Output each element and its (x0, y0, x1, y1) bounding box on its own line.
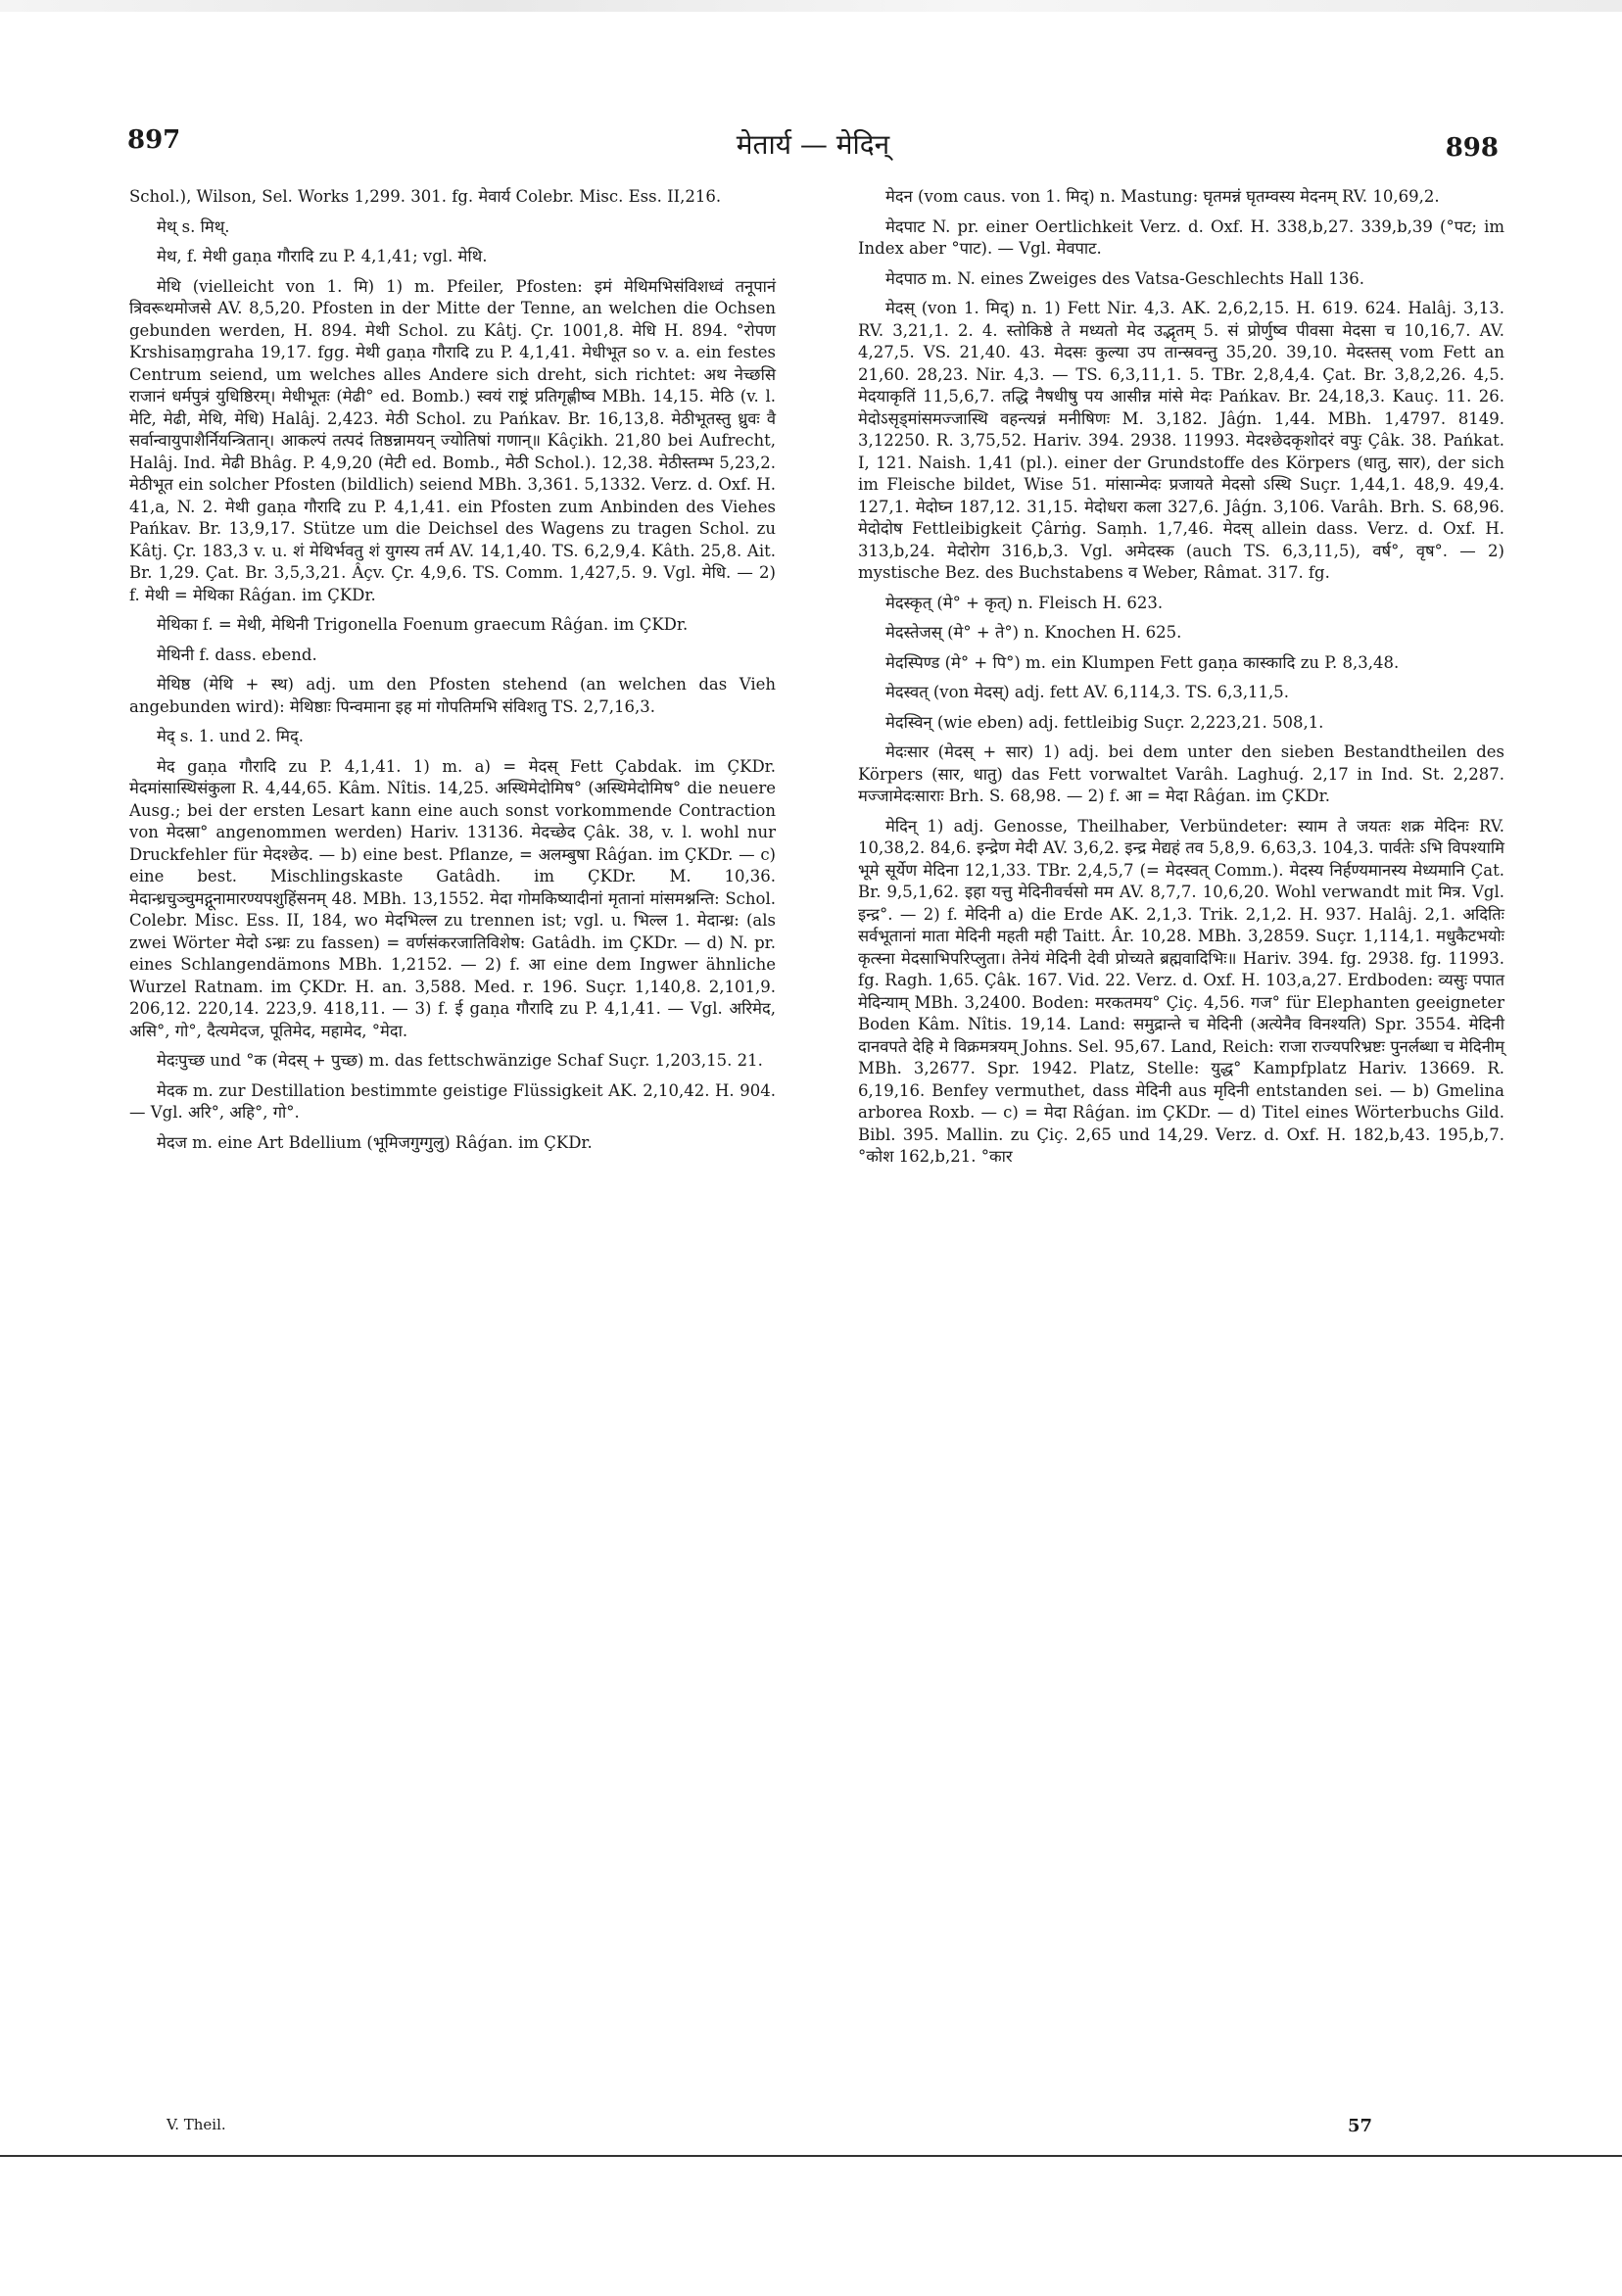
dictionary-entry: मेदक m. zur Destillation bestimmte geistige Flüssigkeit AK. 2,10,42. H. 904. — Vgl. अरि°, अहि°, गो°. (129, 1080, 776, 1122)
bottom-rule (0, 2155, 1622, 2157)
dictionary-entry: मेदस्कृत् (मे° + कृत्) n. Fleisch H. 623. (885, 593, 1164, 612)
running-title: मेतार्य — मेदिन् (736, 128, 890, 161)
scan-top-edge (0, 0, 1622, 12)
dictionary-entry: मेदस्वत् (von मेदस्) adj. fett AV. 6,114,3. TS. 6,3,11,5. (885, 683, 1290, 701)
dictionary-entry: मेदिन् 1) adj. Genosse, Theilhaber, Verbündeter: स्याम ते जयतः शक्र मेदिनः RV. 10,38,2. 84,6. इन्द्रेण मेदी AV. 3,6,2. इन्द्र मेद्यहं तव 5,8,9. 6,63,3. 104,3. पार्वतेः ऽभि विपश्यामि भूमे सूर्येण मेदिना 12,1,33. TBr. 2,4,5,7 (= मेदस्वत् Comm.). मेदस्य निर्हण्यमानस्य मेध्यमानि Çat. Br. 9,5,1,62. इहा यत्तु मेदिनीवर्चसो मम AV. 8,7,7. 10,6,20. Wohl verwandt mit मित्र. Vgl. इन्द्र°. — 2) f. मेदिनी a) die Erde AK. 2,1,3. Trik. 2,1,2. H. 937. Halâj. 2,1. अदितिः सर्वभूतानां माता मेदिनी महती मही Taitt. Âr. 10,28. MBh. 3,2859. Suçr. 1,114,1. मधुकैटभयोः कृत्स्ना मेदसाभिपरिप्लुता। तेनेयं मेदिनी देवी प्रोच्यते ब्रह्मवादिभिः॥ Hariv. 394. fg. 2938. fg. 11993. fg. Ragh. 1,65. Çâk. 167. Vid. 22. Verz. d. Oxf. H. 103,a,27. Erdboden: व्यसुः पपात मेदिन्याम् MBh. 3,2400. Boden: मरकतमय° Çiç. 4,56. गज° für Elephanten geeigneter Boden Kâm. Nîtis. 19,14. Land: समुद्रान्ते च मेदिनी (अत्येनैव विनश्यति) Spr. 3554. मेदिनी दानवपते देहि मे विक्रमत्रयम् Johns. Sel. 95,67. Land, Reich: राजा राज्यपरिभ्रष्टः पुनर्लब्धा च मेदिनीम् MBh. 3,2677. Spr. 1942. Platz, Stelle: युद्ध° Kampfplatz Hariv. 13669. R. 6,19,16. Benfey vermuthet, dass मेदिनी aus मृदिनी entstanden sei. — b) Gmelina arborea Roxb. — c) = मेदा Râǵan. im ÇKDr. — d) Titel eines Wörterbuchs Gild. Bibl. 395. Mallin. zu Çiç. 2,65 und 14,29. Verz. d. Oxf. H. 182,b,43. 195,b,7. °कोश 162,b,21. °कार (858, 816, 1504, 1166)
dictionary-entry: मेदस्तेजस् (मे° + ते°) n. Knochen H. 625. (885, 623, 1182, 642)
right-page-number: 898 (1445, 133, 1499, 163)
dictionary-entry: मेदस्पिण्ड (मे° + पि°) m. ein Klumpen Fett gaṇa कास्कादि zu P. 8,3,48. (885, 652, 1400, 672)
dictionary-entry: मेदःपुच्छ und °क (मेदस् + पुच्छ) m. das fettschwänzige Schaf Suçr. 1,203,15. 21. (157, 1051, 763, 1070)
dictionary-entry: Schol.), Wilson, Sel. Works 1,299. 301. fg. मेवार्य Colebr. Misc. Ess. II,216. (129, 187, 722, 206)
volume-label: V. Theil. (167, 2116, 226, 2133)
signature-number: 57 (1348, 2116, 1373, 2136)
left-column (129, 186, 776, 1162)
dictionary-entry: मेथिका f. = मेथी, मेथिनी Trigonella Foenum graecum Râǵan. im ÇKDr. (157, 615, 689, 634)
dictionary-entry: मेदपाठ m. N. eines Zweiges des Vatsa-Geschlechts Hall 136. (885, 268, 1365, 288)
dictionary-entry: मेथिष्ठ (मेथि + स्थ) adj. um den Pfosten stehend (an welchen das Vieh angebunden wird): मेथिष्ठाः पिन्वमाना इह मां गोपतिमभि संविशतु TS. 2,7,16,3. (129, 675, 776, 716)
dictionary-entry: मेदपाट N. pr. einer Oertlichkeit Verz. d. Oxf. H. 338,b,27. 339,b,39 (°पट; im Index aber °पाट). — Vgl. मेवपाट. (858, 216, 1504, 258)
dictionary-entry: मेदन (vom caus. von 1. मिद्) n. Mastung: घृतमन्नं घृतम्वस्य मेदनम् RV. 10,69,2. (885, 187, 1440, 206)
page-header (127, 125, 1499, 174)
right-column (858, 186, 1504, 1176)
dictionary-entry: मेथ, f. मेथी gaṇa गौरादि zu P. 4,1,41; vgl. मेथि. (157, 247, 488, 265)
dictionary-entry: मेदःसार (मेदस् + सार) 1) adj. bei dem unter den sieben Bestandtheilen des Körpers (सार, धातु) das Fett vorwaltet Varâh. Laghuǵ. 2,17 in Ind. St. 2,287. मज्जामेदःसाराः Brh. S. 68,98. — 2) f. आ = मेदा Râǵan. im ÇKDr. (858, 742, 1504, 805)
left-page-number: 897 (127, 125, 181, 155)
dictionary-entry: मेदस् (von 1. मिद्) n. 1) Fett Nir. 4,3. AK. 2,6,2,15. H. 619. 624. Halâj. 3,13. RV. 3,21,1. 2. 4. स्तोकिष्ठे ते मध्यतो मेद उद्भृतम् 5. सं प्रोर्णुष्व पीवसा मेदसा च 10,16,7. AV. 4,27,5. VS. 21,40. 43. मेदसः कुल्या उप तान्स्रवन्तु 35,20. 39,10. मेदस्तस् vom Fett an 21,60. 28,23. Nir. 4,3. — TS. 6,3,11,1. 5. TBr. 2,8,4,4. Çat. Br. 3,8,2,26. 4,5. मेदयाकृतिं 11,5,6,7. तद्धि नैषधीषु पय आसीन्न मांसे मेदः Pańkav. Br. 24,18,3. Kauç. 11. 26. मेदोऽसृड्मांसमज्जास्थि वहन्त्यन्नं मनीषिणः M. 3,182. Jâǵn. 1,44. MBh. 1,4797. 8149. 3,12250. R. 3,75,52. Hariv. 394. 2938. 11993. मेदश्छेदकृशोदरं वपुः Çâk. 38. Pańkat. I, 121. Naish. 1,41 (pl.). einer der Grundstoffe des Körpers (धातु, सार), der sich im Fleische bildet, Wise 51. मांसान्मेदः प्रजायते मेदसो ऽस्थि Suçr. 1,44,1. 48,9. 49,4. 127,1. मेदोघ्न 187,12. 31,15. मेदोधरा कला 327,6. Jâǵn. 3,106. Varâh. Brh. S. 68,96. मेदोदोष Fettleibigkeit Çârṅg. Saṃh. 1,7,46. मेदस् allein dass. Verz. d. Oxf. H. 313,b,24. मेदोरोग 316,b,3. Vgl. अमेदस्क (auch TS. 6,3,11,5), वर्ष°, वृष°. — 2) mystische Bez. des Buchstabens व Weber, Râmat. 317. fg. (858, 299, 1504, 582)
dictionary-entry: मेथिनी f. dass. ebend. (157, 645, 317, 664)
dictionary-entry: मेथि (vielleicht von 1. मि) 1) m. Pfeiler, Pfosten: इमं मेथिमभिसंविशध्वं तनूपानं त्रिवरूथमोजसे AV. 8,5,20. Pfosten in der Mitte der Tenne, an welchen die Ochsen gebunden werden, H. 894. मेथी Schol. zu Kâtj. Çr. 1001,8. मेधि H. 894. °रोपण Krshisaṃgraha 19,17. fgg. मेथी gaṇa गौरादि zu P. 4,1,41. मेधीभूत so v. a. ein festes Centrum seiend, um welches alles Andere sich dreht, sich richtet: अथ नेच्छसि राजानं धर्मपुत्रं युधिष्ठिरम्। मेधीभूतः (मेढी° ed. Bomb.) स्वयं राष्ट्रं प्रतिगृह्णीष्व MBh. 14,15. मेठि (v. l. मेटि, मेढी, मेथि, मेधि) Halâj. 2,423. मेठी Schol. zu Pańkav. Br. 16,13,8. मेठीभूतस्तु ध्रुवः वै सर्वान्वायुपाशैर्नियन्त्रितान्। आकल्पं तत्पदं तिष्ठन्नामयन् ज्योतिषां गणान्॥ Kâçikh. 21,80 bei Aufrecht, Halâj. Ind. मेढी Bhâg. P. 4,9,20 (मेटी ed. Bomb., मेठी Schol.). 12,38. मेठीस्तम्भ 5,23,2. मेठीभूत ein solcher Pfosten (bildlich) seiend MBh. 3,361. 5,1332. Verz. d. Oxf. H. 41,a, N. 2. मेथी gaṇa गौरादि zu P. 4,1,41. ein Pfosten zum Anbinden des Viehes Pańkav. Br. 13,9,17. Stütze um die Deichsel des Wagens zu tragen Schol. zu Kâtj. Çr. 183,3 v. u. शं मेथिर्भवतु शं युगस्य तर्म AV. 14,1,40. TS. 6,2,9,4. Kâth. 25,8. Ait. Br. 1,29. Çat. Br. 3,5,3,21. Âçv. Çr. 4,9,6. TS. Comm. 1,427,5. 9. Vgl. मेधि. — 2) f. मेथी = मेथिका Râǵan. im ÇKDr. (129, 276, 776, 604)
dictionary-entry: मेद् s. 1. und 2. मिद्. (157, 727, 305, 745)
dictionary-entry: मेदज m. eine Art Bdellium (भूमिजगुग्गुलु) Râǵan. im ÇKDr. (157, 1132, 593, 1152)
dictionary-entry: मेथ् s. मिथ्. (157, 216, 230, 236)
dictionary-entry: मेदस्विन् (wie eben) adj. fettleibig Suçr. 2,223,21. 508,1. (885, 712, 1324, 732)
dictionary-entry: मेद gaṇa गौरादि zu P. 4,1,41. 1) m. a) = मेदस् Fett Çabdak. im ÇKDr. मेदमांसास्थिसंकुला R. 4,44,65. Kâm. Nîtis. 14,25. अस्थिमेदोमिष° (अस्थिमेदोमिष° die neuere Ausg.; bei der ersten Lesart kann eine auch sonst vorkommende Contraction von मेदस्रा° angenommen werden) Hariv. 13136. मेदच्छेद Çâk. 38, v. l. wohl nur Druckfehler für मेदश्छेद. — b) eine best. Pflanze, = अलम्बुषा Râǵan. im ÇKDr. — c) eine best. Mischlingskaste Gatâdh. im ÇKDr. M. 10,36. मेदान्ध्रचुञ्चुमद्गूनामारण्यपशुहिंसनम् 48. MBh. 13,1552. मेदा गोमकिष्यादीनां मृतानां मांसमश्नन्ति: Schol. Colebr. Misc. Ess. II, 184, wo मेदभिल्ल zu trennen ist; vgl. u. भिल्ल 1. मेदान्ध्र: (als zwei Wörter मेदो ऽन्ध्रः zu fassen) = वर्णसंकरजातिविशेष: Gatâdh. im ÇKDr. — d) N. pr. eines Schlangendämons MBh. 1,2152. — 2) f. आ eine dem Ingwer ähnliche Wurzel Ratnam. im ÇKDr. H. an. 3,588. Med. r. 196. Suçr. 1,140,8. 2,101,9. 206,12. 220,14. 223,9. 418,11. — 3) f. ई gaṇa गौरादि zu P. 4,1,41. — Vgl. अरिमेद, असि°, गो°, दैत्यमेदज, पूतिमेद, महामेद, °मेदा. (129, 756, 776, 1040)
